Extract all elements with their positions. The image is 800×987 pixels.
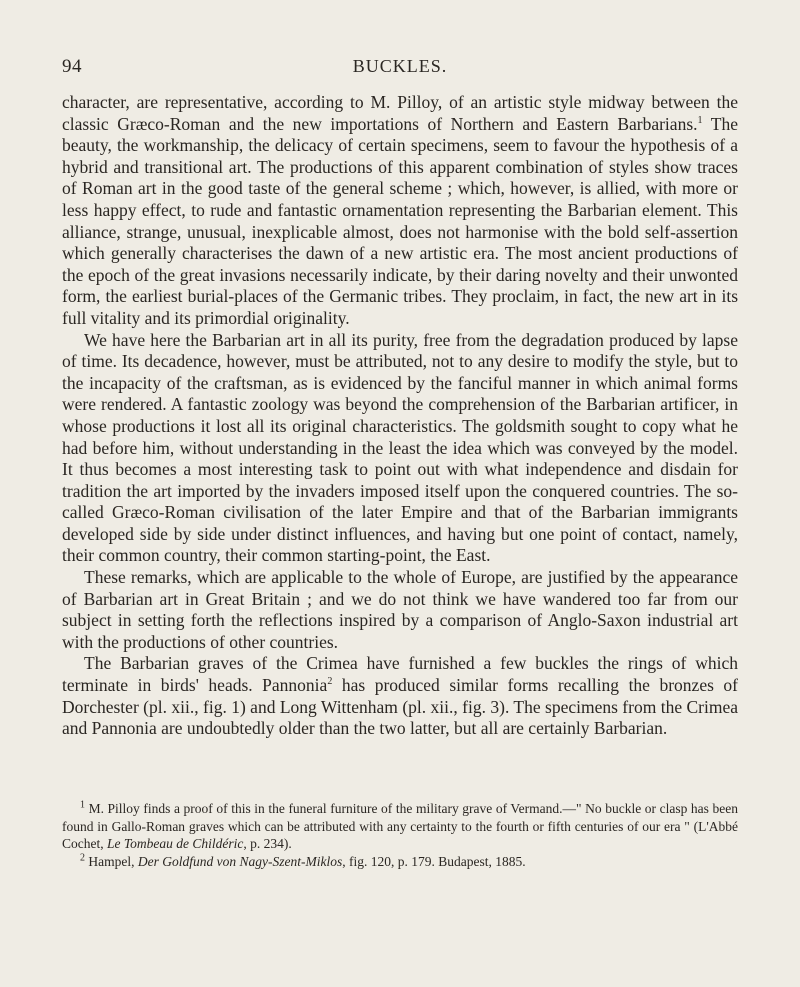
footnote: $^1$ M. Pilloy finds a proof of this in the funeral furniture of the military grave of Vermand.—" No buckle or clasp has been found in Gallo-Roman graves which can be attributed with any certainty to the fourth or fifth centuries of our era " (L'Abbé Cochet, Le Tombeau de Childéric, p. 234). bbox=[62, 799, 738, 851]
footnotes bbox=[62, 800, 738, 870]
footnote-mark: 1 bbox=[80, 799, 85, 811]
footnote-ref: 2 bbox=[327, 676, 333, 688]
running-title: BUCKLES. bbox=[352, 56, 448, 76]
paragraph: These remarks, which are applicable to the whole of Europe, are justified by the appearance of Barbarian art in Great Britain ; and we do not think we have wandered too far from our subject in setting forth the reflections inspired by a comparison of Anglo-Saxon industrial art with the productions of other countries. bbox=[62, 567, 738, 652]
footnote-ref: 1 bbox=[697, 114, 703, 126]
paragraph: The Barbarian graves of the Crimea have furnished a few buckles the rings of which terminate in birds' heads. Pannonia$^2$ has produced similar forms recalling the bronzes of Dorchester (pl. xii., fig. 1) and Long Wittenham (pl. xii., fig. 3). The specimens from the Crimea and Pannonia are undoubtedly older than the two latter, but all are certainly Barbarian. bbox=[62, 653, 738, 739]
page-number: 94 bbox=[62, 56, 82, 77]
footnote-mark: 2 bbox=[80, 852, 85, 863]
paragraph: character, are representative, according to M. Pilloy, of an artistic style midway between the classic Græco-Roman and the new importations of Northern and Eastern Barbarians.$^1$ The beauty, the workmanship, the delicacy of certain specimens, seem to favour the hypothesis of a hybrid and transitional art. The productions of this apparent combination of styles show traces of Roman art in the good taste of the general scheme ; which, however, is allied, with more or less happy effect, to rude and fantastic ornamentation representing the Barbarian element. This alliance, strange, unusual, inexplicable almost, does not harmonise with the bold self-assertion which generally characterises the dawn of a new artistic era. The most ancient productions of the epoch of the great invasions necessarily indicate, by their daring novelty and their unwonted form, the earliest burial-places of the Germanic tribes. They proclaim, in fact, the new art in its full vitality and its primordial originality. bbox=[62, 92, 738, 328]
body-text bbox=[62, 92, 738, 740]
paragraph: We have here the Barbarian art in all its purity, free from the degradation produced by lapse of time. Its decadence, however, must be attributed, not to any desire to modify the style, but to the incapacity of the craftsman, as is evidenced by the fanciful manner in which animal forms were rendered. A fantastic zoology was beyond the comprehension of the Barbarian artificer, in whose productions it lost all its original characteristics. The goldsmith sought to copy what he had before him, without understanding in the least the idea which was conveyed by the model. It thus becomes a most interesting task to point out with what independence and disdain for tradition the art imported by the invaders imposed itself upon the conquered countries. The so-called Græco-Roman civilisation of the later Empire and that of the Barbarian immigrants developed side by side under distinct influences, and having but one point of contact, namely, their common country, their common starting-point, the East. bbox=[62, 329, 738, 566]
footnote: $^2$ Hampel, Der Goldfund von Nagy-Szent-Miklos, fig. 120, p. 179. Budapest, 1885. bbox=[80, 852, 526, 869]
